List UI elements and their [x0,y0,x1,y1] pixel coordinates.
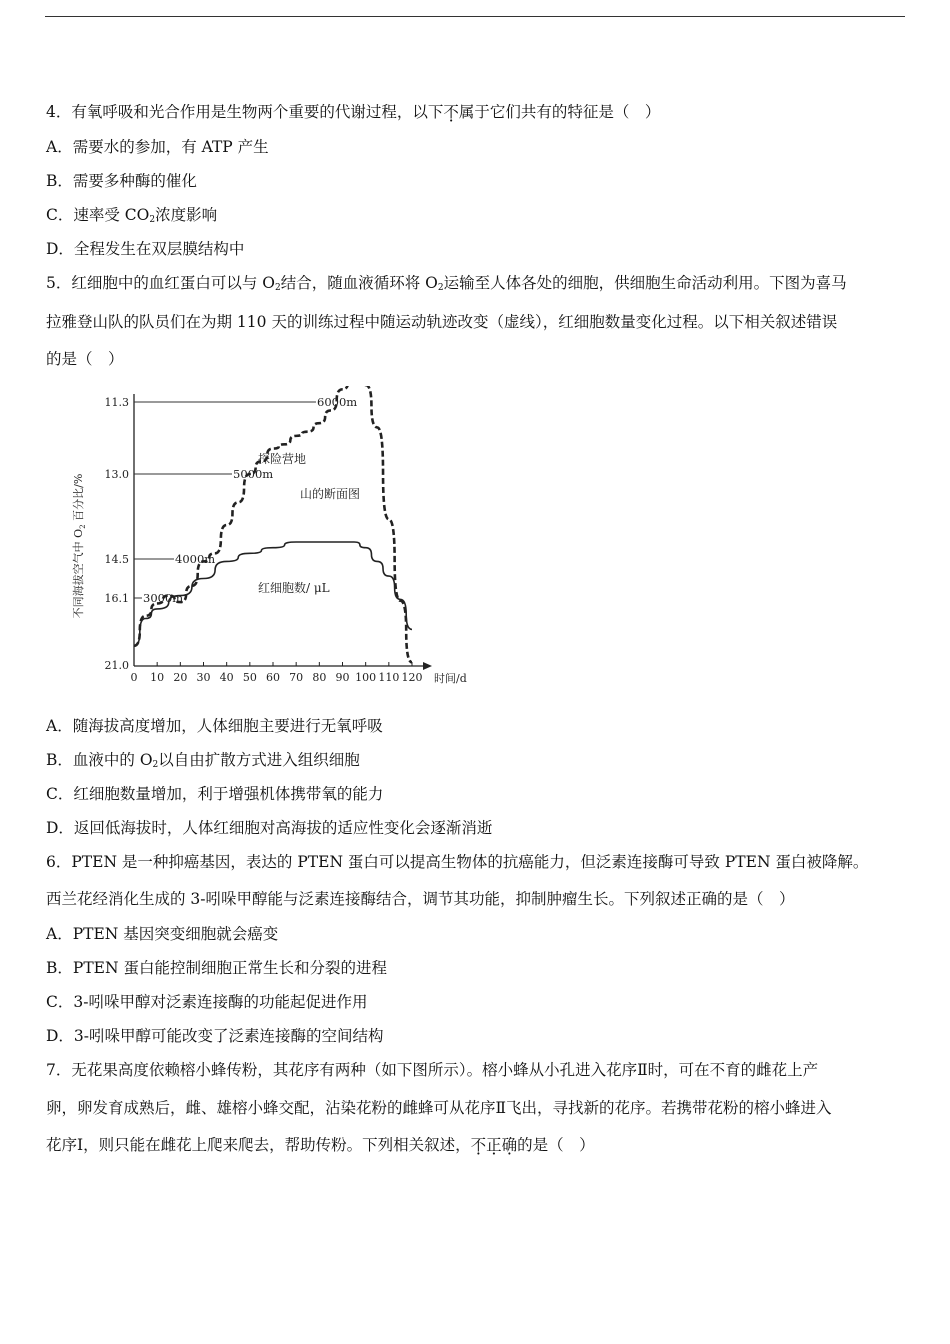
q6-option-c: C．3-吲哚甲醇对泛素连接酶的功能起促进作用 [46,993,368,1011]
x-tick-label: 120 [401,671,423,684]
emphasis-char: 正 [486,1136,502,1154]
header-rule [45,16,905,17]
q7-stem-line2: 卵，卵发育成熟后，雌、雄榕小蜂交配，沾染花粉的雌蜂可从花序Ⅱ飞出，寻找新的花序。若携带花粉的榕小蜂进入 [46,1099,832,1117]
x-tick-label: 100 [355,671,377,684]
y-tick-label: 11.3 [104,396,129,409]
x-tick-label: 90 [335,671,350,684]
q6-option-d: D．3-吲哚甲醇可能改变了泛素连接酶的空间结构 [46,1027,384,1045]
annotation-rbc: 红细胞数/ μL [258,581,330,595]
axes [134,394,432,670]
x-tick-label: 30 [196,671,211,684]
q5-option-c: C．红细胞数量增加，利于增强机体携带氧的能力 [46,785,384,803]
q4-option-d: D．全程发生在双层膜结构中 [46,240,245,258]
annotation-camp: 探险营地 [258,452,307,466]
x-tick-label: 60 [266,671,280,684]
series-lines [134,386,412,662]
q6-option-a: A．PTEN 基因突变细胞就会癌变 [46,925,279,943]
q5-stem-line2: 拉雅登山队的队员们在为期 110 天的训练过程中随运动轨迹改变（虚线），红细胞数量变化过程。以下相关叙述错误 [46,313,838,331]
x-tick-label: 40 [219,671,234,684]
y-tick-label: 21.0 [104,659,129,672]
altitude-label: 5000m [233,467,274,481]
q5-option-b: B．血液中的 $O_2$以自由扩散方式进入组织细胞 [46,751,360,770]
q4-stem: 4．有氧呼吸和光合作用是生物两个重要的代谢过程，以下不属于它们共有的特征是（ ） [46,103,661,121]
altitude-rbc-chart [66,386,476,692]
x-axis-label: 时间/d [434,672,467,685]
altitude-label: 3000m [143,591,184,605]
annotation-mountain-section: 山的断面图 [300,487,361,501]
y-tick-label: 14.5 [104,553,129,566]
x-tick-label: 0 [130,671,138,684]
altitude-label: 6000m [317,395,358,409]
q6-stem-line1: 6．PTEN 是一种抑癌基因，表达的 PTEN 蛋白可以提高生物体的抗癌能力，但泛素连接酶可导致 PTEN 蛋白被降解。 [46,853,869,871]
x-tick-label: 70 [289,671,304,684]
altitude-label: 4000m [175,552,216,566]
q5-option-a: A．随海拔高度增加，人体细胞主要进行无氧呼吸 [46,717,383,735]
emphasis-char: 不 [470,1136,487,1154]
y-axis-label: 不同海拔空气中 $O_2$ 百分比/% [72,473,87,619]
q6-option-b: B．PTEN 蛋白能控制细胞正常生长和分裂的进程 [46,959,387,977]
x-tick-label: 50 [242,671,257,684]
y-tick-label: 13.0 [104,468,129,481]
q7-stem-line3: 花序Ⅰ，则只能在雌花上爬来爬去，帮助传粉。下列相关叙述，不正确的是（ ） [46,1136,595,1154]
emphasis-char: 确 [501,1136,518,1154]
q6-stem-line2: 西兰花经消化生成的 3-吲哚甲醇能与泛素连接酶结合，调节其功能，抑制肿瘤生长。下列叙述正确的是（ ） [46,890,795,908]
altitude-route-line [134,386,412,662]
q5-stem-line1: 5．红细胞中的血红蛋白可以与 $O_2$结合，随血液循环将 $O_2$运输至人体各处的细胞，供细胞生命活动利用。下图为喜马 [46,274,847,293]
x-tick-label: 110 [378,671,400,684]
q4-option-a: A．需要水的参加，有 ATP 产生 [46,138,269,156]
q4-option-c: C．速率受 $CO_2$浓度影响 [46,206,218,225]
x-axis-arrow [423,662,432,670]
x-tick-label: 20 [173,671,188,684]
q7-stem-line1: 7．无花果高度依赖榕小蜂传粉，其花序有两种（如下图所示）。榕小蜂从小孔进入花序Ⅱ时，可在不育的雌花上产 [46,1061,819,1079]
emphasis-char: 不 [443,103,459,121]
q4-option-b: B．需要多种酶的催化 [46,172,197,190]
x-tick-label: 10 [150,671,165,684]
x-tick-label: 80 [312,671,327,684]
tick-labels [105,396,423,684]
y-tick-label: 16.1 [104,592,129,605]
q5-option-d: D．返回低海拔时，人体红细胞对高海拔的适应性变化会逐渐消逝 [46,819,493,837]
q5-stem-line3: 的是（ ） [46,350,124,368]
